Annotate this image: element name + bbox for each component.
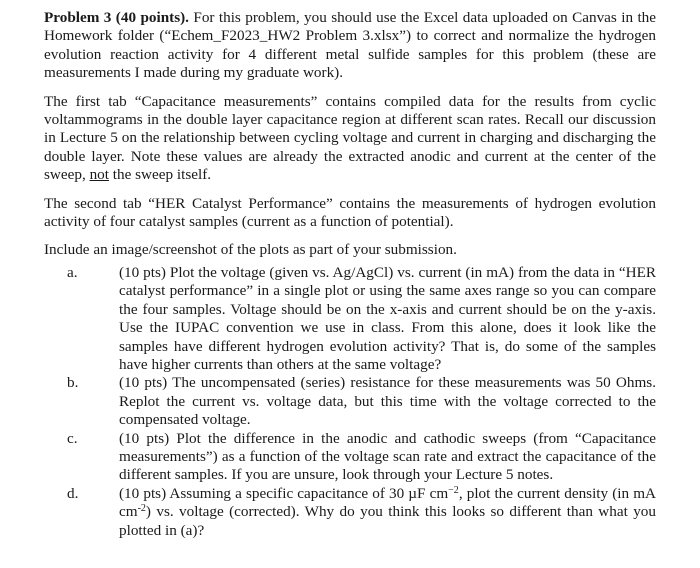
- her-tab-paragraph: The second tab “HER Catalyst Performance” contains the measurements of hydrogen evolution activity of four catalyst samples (current as a function of potential).: [44, 194, 656, 231]
- part-d-superscript-1: −2: [448, 484, 459, 496]
- problem-heading: Problem 3 (40 points).: [44, 9, 189, 26]
- capacitance-text-before: The first tab “Capacitance measurements” contains compiled data for the results from cyclic voltammograms in the double layer capacitance region at different scan rates. Recall our discussion in Lecture 5 on the relationship between cycling voltage and current in charging and discharging the double layer. Note these values are already the extracted anodic and current at the center of the sweep,: [44, 92, 656, 184]
- question-parts-list: [44, 264, 656, 540]
- part-d-text-3: ) vs. voltage (corrected). Why do you think this looks so different than what you plotted in (a)?: [119, 503, 656, 539]
- problem-intro-paragraph: [44, 9, 656, 83]
- part-marker: a.: [67, 263, 78, 281]
- question-part-c: [44, 430, 656, 485]
- homework-document: [44, 9, 656, 540]
- question-part-b: [44, 374, 656, 429]
- part-marker: d.: [67, 484, 79, 502]
- underlined-not: not: [89, 166, 109, 184]
- part-marker: b.: [67, 374, 79, 392]
- part-text: (10 pts) Plot the difference in the anodic and cathodic sweeps (from “Capacitance measurements”) as a function of the voltage scan rate and extract the capacitance of the different samples. If you are unsure, look through your Lecture 5 notes.: [119, 429, 656, 484]
- part-text: (10 pts) The uncompensated (series) resistance for these measurements was 50 Ohms. Replot the current vs. voltage data, but this time with the voltage corrected to the compensated voltage.: [119, 374, 656, 429]
- question-part-a: [44, 264, 656, 374]
- problem-intro-text: For this problem, you should use the Excel data uploaded on Canvas in the Homework folder (“Echem_F2023_HW2 Problem 3.xlsx”) to correct and normalize the hydrogen evolution reaction activity for 4 different metal sulfide samples for this problem (these are measurements I made during my graduate work).: [44, 9, 656, 82]
- part-d-superscript-2: -2: [137, 503, 146, 515]
- part-d-text-2: , plot the current density (in mA cm: [119, 484, 656, 521]
- question-part-d: [44, 485, 656, 540]
- submission-instruction: Include an image/screenshot of the plots as part of your submission.: [44, 241, 457, 259]
- part-d-text-1: (10 pts) Assuming a specific capacitance of 30 µF cm: [119, 484, 449, 502]
- capacitance-tab-paragraph: [44, 93, 656, 185]
- part-text: (10 pts) Plot the voltage (given vs. Ag/AgCl) vs. current (in mA) from the data in “HER catalyst performance” in a single plot or using the same axes range so you can compare the four samples. Voltage should be on the x-axis and current should be on the y-axis. Use the IUPAC convention we use in class. From this alone, does it look like the samples have different hydrogen evolution activity? That is, do some of the samples have higher currents than others at the same voltage?: [119, 263, 656, 373]
- capacitance-text-after: the sweep itself.: [112, 166, 212, 184]
- part-marker: c.: [67, 429, 78, 447]
